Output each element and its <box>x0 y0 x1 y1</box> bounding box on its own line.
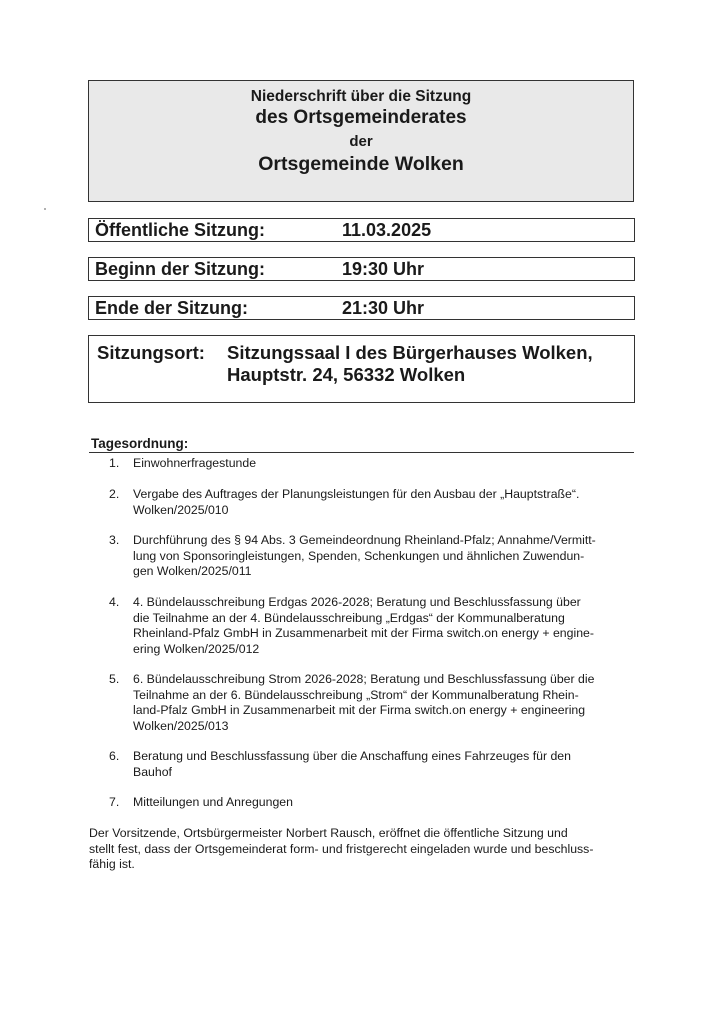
agenda-item-number: 1. <box>109 456 120 470</box>
agenda-divider <box>89 452 634 453</box>
session-start-label: Beginn der Sitzung: <box>95 259 265 279</box>
session-end-value: 21:30 Uhr <box>342 298 425 318</box>
agenda-item-number: 2. <box>109 487 120 501</box>
agenda-item-line: Vergabe des Auftrages der Planungsleistungen für den Ausbau der „Hauptstraße“. <box>133 487 580 501</box>
scan-speck <box>44 208 46 210</box>
agenda-item-line: Durchführung des § 94 Abs. 3 Gemeindeordnung Rheinland-Pfalz; Annahme/Vermitt- <box>133 533 596 547</box>
agenda-item-line: land-Pfalz GmbH in Zusammenarbeit mit der Firma switch.on energy + engineering <box>133 703 586 717</box>
venue-box <box>88 335 635 403</box>
closing-line: fähig ist. <box>89 857 135 871</box>
agenda-item-number: 3. <box>109 533 120 547</box>
session-end-row <box>88 296 635 320</box>
agenda-item-line: lung von Sponsoringleistungen, Spenden, Schenkungen und ähnlichen Zuwendun- <box>133 548 585 563</box>
title-line-2: des Ortsgemeinderates <box>255 107 467 128</box>
agenda-item-line: 4. Bündelausschreibung Erdgas 2026-2028; Beratung und Beschlussfassung über <box>133 595 581 609</box>
agenda-item-number: 7. <box>109 795 120 809</box>
closing-line: Der Vorsitzende, Ortsbürgermeister Norbert Rausch, eröffnet die öffentliche Sitzung und <box>89 826 568 840</box>
session-type-row <box>88 218 635 242</box>
agenda-item-line: Teilnahme an der 6. Bündelausschreibung „Strom“ der Kommunalberatung Rhein- <box>133 687 579 702</box>
agenda-item-number: 6. <box>109 749 120 763</box>
agenda-item-line: Mitteilungen und Anregungen <box>133 795 293 809</box>
session-start-value: 19:30 Uhr <box>342 259 425 279</box>
session-date-value: 11.03.2025 <box>342 220 432 240</box>
closing-line: stellt fest, dass der Ortsgemeinderat form- und fristgerecht eingeladen wurde und beschluss- <box>89 841 594 856</box>
agenda-item-line: Rheinland-Pfalz GmbH in Zusammenarbeit mit der Firma switch.on energy + engine- <box>133 626 594 640</box>
agenda-item-line: Wolken/2025/013 <box>133 718 229 733</box>
agenda-item-line: 6. Bündelausschreibung Strom 2026-2028; Beratung und Beschlussfassung über die <box>133 672 595 686</box>
title-line-1: Niederschrift über die Sitzung <box>250 88 472 105</box>
agenda-item-number: 4. <box>109 595 120 609</box>
agenda-item-line: Beratung und Beschlussfassung über die Anschaffung eines Fahrzeuges für den <box>133 749 571 763</box>
venue-label: Sitzungsort: <box>97 342 205 363</box>
agenda-item-line: Einwohnerfragestunde <box>133 456 257 470</box>
agenda-item-line: gen Wolken/2025/011 <box>133 564 252 578</box>
closing-paragraph <box>89 826 639 873</box>
title-box <box>88 80 634 202</box>
title-line-3: der <box>349 133 373 150</box>
agenda-item-number: 5. <box>109 672 120 686</box>
venue-line-1: Sitzungssaal I des Bürgerhauses Wolken, <box>227 342 593 363</box>
agenda-item-line: ering Wolken/2025/012 <box>133 641 260 656</box>
agenda-item-line: die Teilnahme an der 4. Bündelausschreibung „Erdgas“ der Kommunalberatung <box>133 610 565 625</box>
agenda-item-line: Bauhof <box>133 764 172 779</box>
agenda-item-line: Wolken/2025/010 <box>133 502 229 517</box>
session-type-label: Öffentliche Sitzung: <box>95 220 265 240</box>
title-line-4: Ortsgemeinde Wolken <box>258 153 464 175</box>
venue-line-2: Hauptstr. 24, 56332 Wolken <box>227 364 466 385</box>
session-end-label: Ende der Sitzung: <box>95 298 248 318</box>
session-start-row <box>88 257 635 281</box>
agenda-heading: Tagesordnung: <box>91 436 189 451</box>
